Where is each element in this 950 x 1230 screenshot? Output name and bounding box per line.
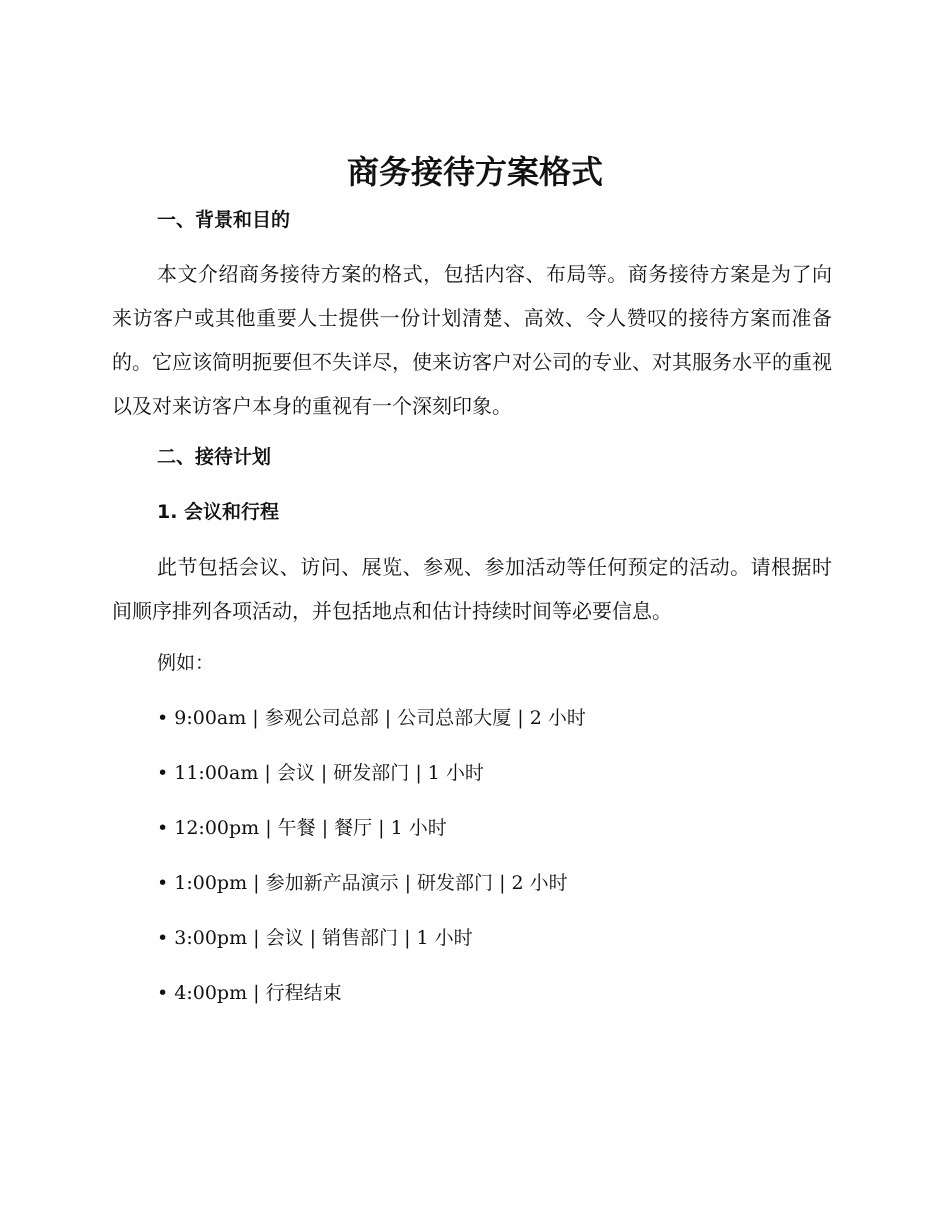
schedule-item: • 3:00pm | 会议 | 销售部门 | 1 小时 <box>157 927 473 949</box>
schedule-item: • 9:00am | 参观公司总部 | 公司总部大厦 | 2 小时 <box>157 707 586 729</box>
background-paragraph: 本文介绍商务接待方案的格式，包括内容、布局等。商务接待方案是为了向来访客户或其他重要人士提供一份计划清楚、高效、令人赞叹的接待方案而准备的。它应该简明扼要但不失详尽，使来访客户对公司的专业、对其服务水平的重视以及对来访客户本身的重视有一个深刻印象。 <box>112 262 832 418</box>
schedule-item: • 4:00pm | 行程结束 <box>157 982 342 1004</box>
schedule-item: • 12:00pm | 午餐 | 餐厅 | 1 小时 <box>157 817 447 839</box>
schedule-item: • 11:00am | 会议 | 研发部门 | 1 小时 <box>157 762 484 784</box>
subheading-meetings: 1. 会议和行程 <box>157 501 280 523</box>
section-heading-plan: 二、接待计划 <box>157 446 272 468</box>
example-label: 例如： <box>157 652 215 674</box>
document-title: 商务接待方案格式 <box>346 153 603 191</box>
section-heading-background: 一、背景和目的 <box>157 209 291 231</box>
meetings-paragraph: 此节包括会议、访问、展览、参观、参加活动等任何预定的活动。请根据时间顺序排列各项活动，并包括地点和估计持续时间等必要信息。 <box>112 555 832 623</box>
schedule-item: • 1:00pm | 参加新产品演示 | 研发部门 | 2 小时 <box>157 872 568 894</box>
